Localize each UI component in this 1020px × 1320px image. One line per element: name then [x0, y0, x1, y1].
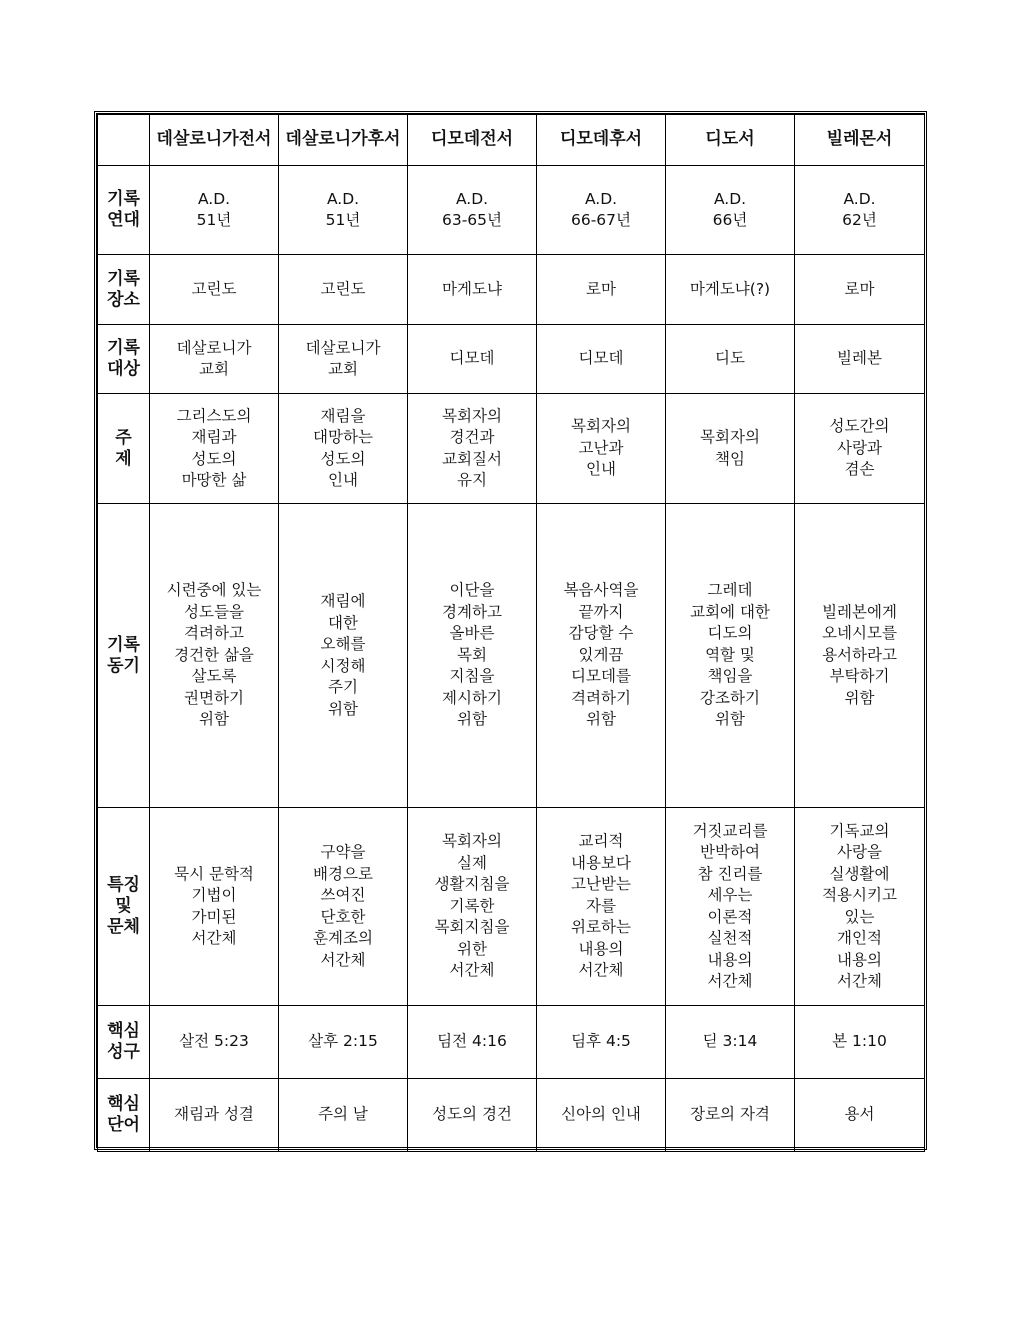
table-row-place	[98, 255, 925, 325]
table-cell: A.D. 62년	[795, 166, 925, 255]
header-row	[98, 115, 925, 166]
table-cell: 목회자의 고난과 인내	[537, 394, 666, 504]
corner-cell	[98, 115, 150, 166]
table-cell: 목회자의 실제 생활지침을 기록한 목회지침을 위한 서간체	[408, 808, 537, 1006]
table-cell: 본 1:10	[795, 1006, 925, 1079]
table-cell: 구약을 배경으로 쓰여진 단호한 훈계조의 서간체	[279, 808, 408, 1006]
table-cell: 신아의 인내	[537, 1079, 666, 1152]
table-cell: 목회자의 책임	[666, 394, 795, 504]
table-cell: 목회자의 경건과 교회질서 유지	[408, 394, 537, 504]
column-header: 디모데후서	[537, 115, 666, 166]
column-header: 디도서	[666, 115, 795, 166]
row-header: 기록 동기	[98, 504, 150, 808]
column-header: 데살로니가전서	[150, 115, 279, 166]
column-header: 디모데전서	[408, 115, 537, 166]
table-cell: 장로의 자격	[666, 1079, 795, 1152]
table-cell: 성도간의 사랑과 겸손	[795, 394, 925, 504]
table-cell: 기독교의 사랑을 실생활에 적용시키고 있는 개인적 내용의 서간체	[795, 808, 925, 1006]
comparison-table-frame	[94, 111, 927, 1150]
row-header: 핵심 성구	[98, 1006, 150, 1079]
column-header: 빌레몬서	[795, 115, 925, 166]
table-cell: 마게도냐(?)	[666, 255, 795, 325]
table-cell: 거짓교리를 반박하여 참 진리를 세우는 이론적 실천적 내용의 서간체	[666, 808, 795, 1006]
table-cell: 그레데 교회에 대한 디도의 역할 및 책임을 강조하기 위함	[666, 504, 795, 808]
table-cell: 고린도	[150, 255, 279, 325]
table-cell: 용서	[795, 1079, 925, 1152]
epistles-comparison-table	[97, 114, 925, 1152]
row-header: 특징 및 문체	[98, 808, 150, 1006]
table-cell: A.D. 66년	[666, 166, 795, 255]
row-header: 핵심 단어	[98, 1079, 150, 1152]
table-cell: 고린도	[279, 255, 408, 325]
table-cell: 이단을 경계하고 올바른 목회 지침을 제시하기 위함	[408, 504, 537, 808]
table-cell: 복음사역을 끝까지 감당할 수 있게끔 디모데를 격려하기 위함	[537, 504, 666, 808]
table-cell: A.D. 51년	[279, 166, 408, 255]
table-cell: 재림과 성결	[150, 1079, 279, 1152]
table-cell: 빌레본	[795, 325, 925, 394]
row-header: 기록 대상	[98, 325, 150, 394]
table-row-motive	[98, 504, 925, 808]
table-cell: 재림에 대한 오해를 시정해 주기 위함	[279, 504, 408, 808]
table-row-date	[98, 166, 925, 255]
table-cell: 딤후 4:5	[537, 1006, 666, 1079]
table-cell: A.D. 66-67년	[537, 166, 666, 255]
table-cell: 디도	[666, 325, 795, 394]
table-cell: A.D. 63-65년	[408, 166, 537, 255]
table-cell: 시련중에 있는 성도들을 격려하고 경건한 삶을 살도록 권면하기 위함	[150, 504, 279, 808]
table-cell: 데살로니가 교회	[279, 325, 408, 394]
table-cell: 마게도냐	[408, 255, 537, 325]
table-cell: 딛 3:14	[666, 1006, 795, 1079]
table-cell: 디모데	[408, 325, 537, 394]
table-row-theme	[98, 394, 925, 504]
row-header: 기록 장소	[98, 255, 150, 325]
table-row-target	[98, 325, 925, 394]
row-header: 주 제	[98, 394, 150, 504]
table-cell: 로마	[795, 255, 925, 325]
table-cell: 빌레본에게 오네시모를 용서하라고 부탁하기 위함	[795, 504, 925, 808]
table-cell: 재림을 대망하는 성도의 인내	[279, 394, 408, 504]
table-row-verse	[98, 1006, 925, 1079]
table-cell: 그리스도의 재림과 성도의 마땅한 삶	[150, 394, 279, 504]
table-cell: 디모데	[537, 325, 666, 394]
table-cell: 묵시 문학적 기법이 가미된 서간체	[150, 808, 279, 1006]
table-cell: 주의 날	[279, 1079, 408, 1152]
table-cell: 딤전 4:16	[408, 1006, 537, 1079]
table-row-feature	[98, 808, 925, 1006]
table-cell: 로마	[537, 255, 666, 325]
column-header: 데살로니가후서	[279, 115, 408, 166]
table-cell: 살전 5:23	[150, 1006, 279, 1079]
table-cell: A.D. 51년	[150, 166, 279, 255]
table-cell: 교리적 내용보다 고난받는 자를 위로하는 내용의 서간체	[537, 808, 666, 1006]
table-cell: 성도의 경건	[408, 1079, 537, 1152]
table-cell: 살후 2:15	[279, 1006, 408, 1079]
table-row-keyword	[98, 1079, 925, 1152]
row-header: 기록 연대	[98, 166, 150, 255]
table-cell: 데살로니가 교회	[150, 325, 279, 394]
